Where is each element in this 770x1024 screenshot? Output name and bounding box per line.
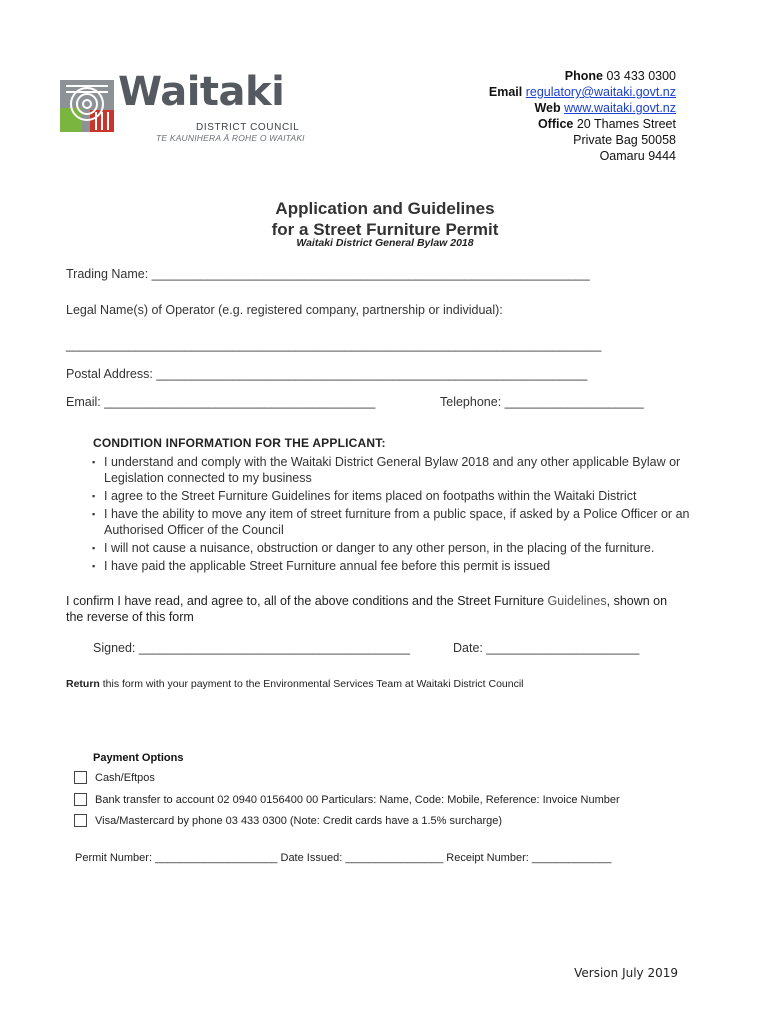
logo-wordmark: Waitaki (118, 69, 285, 115)
conditions-heading: CONDITION INFORMATION FOR THE APPLICANT: (93, 436, 386, 450)
contact-phone: Phone 03 433 0300 (564, 69, 676, 83)
contact-block (489, 68, 676, 164)
condition-item: ▪ I understand and comply with the Waitaki District General Bylaw 2018 and any other applicable Bylaw or Legislation connected to my business (92, 455, 681, 485)
permit-number-field[interactable]: Permit Number: ____________________ (75, 852, 278, 864)
conditions-list (92, 454, 692, 576)
logo-subtitle: DISTRICT COUNCIL (196, 122, 300, 133)
contact-private-bag: Private Bag 50058 (573, 133, 676, 147)
postal-address-field[interactable]: Postal Address: ______________________________________________________________ (66, 367, 588, 381)
contact-web: Web www.waitaki.govt.nz (534, 101, 676, 115)
signature-field[interactable]: Signed: _______________________________________ (93, 641, 410, 655)
date-issued-field[interactable]: Date Issued: ________________ (280, 852, 444, 864)
checkbox[interactable] (74, 771, 87, 784)
condition-item: ▪ I agree to the Street Furniture Guidelines for items placed on footpaths within the Waitaki District (92, 489, 637, 503)
checkbox[interactable] (74, 814, 87, 827)
page-subtitle: Waitaki District General Bylaw 2018 (296, 237, 474, 249)
contact-city: Oamaru 9444 (599, 149, 676, 163)
bullet-icon: ▪ (92, 561, 96, 571)
page-title: Application and Guidelines for a Street Furniture Permit (271, 199, 499, 239)
contact-email: Email regulatory@waitaki.govt.nz (488, 85, 676, 99)
bullet-icon: ▪ (92, 543, 96, 553)
payment-option-bank: Bank transfer to account 02 0940 0156400 00 Particulars: Name, Code: Mobile, Reference: Invoice Number (74, 793, 620, 806)
version-label: Version July 2019 (574, 966, 678, 980)
office-use-line (75, 852, 611, 864)
receipt-number-field[interactable]: Receipt Number: _____________ (446, 852, 612, 864)
payment-option-cash: Cash/Eftpos (74, 771, 155, 784)
return-instructions: Return this form with your payment to the Environmental Services Team at Waitaki District Council (66, 678, 524, 690)
telephone-field[interactable]: Telephone: ____________________ (440, 395, 644, 409)
bullet-icon: ▪ (92, 457, 96, 467)
trading-name-field[interactable]: Trading Name: _______________________________________________________________ (66, 267, 590, 281)
payment-options-heading: Payment Options (93, 752, 184, 764)
logo-maori-subtitle: TE KAUNIHERA Ā ROHE O WAITAKI (156, 133, 305, 143)
email-field[interactable]: Email: _______________________________________ (66, 395, 376, 409)
legal-name-field[interactable]: _____________________________________________________________________________ (66, 338, 602, 352)
council-logo-icon (60, 80, 114, 132)
condition-item: ▪ I have paid the applicable Street Furniture annual fee before this permit is issued (92, 559, 551, 573)
email-link[interactable]: regulatory@waitaki.govt.nz (525, 85, 676, 99)
condition-item: ▪ I have the ability to move any item of street furniture from a public space, if asked by a Police Officer or an Authorised Officer of the Council (92, 507, 690, 537)
checkbox[interactable] (74, 793, 87, 806)
payment-option-card: Visa/Mastercard by phone 03 433 0300 (Note: Credit cards have a 1.5% surcharge) (74, 814, 502, 827)
web-link[interactable]: www.waitaki.govt.nz (564, 101, 676, 115)
date-field[interactable]: Date: ______________________ (453, 641, 640, 655)
bullet-icon: ▪ (92, 509, 96, 519)
bullet-icon: ▪ (92, 491, 96, 501)
legal-name-label: Legal Name(s) of Operator (e.g. registered company, partnership or individual): (66, 303, 503, 317)
condition-item: ▪ I will not cause a nuisance, obstruction or danger to any other person, in the placing of the furniture. (92, 541, 655, 555)
contact-office: Office 20 Thames Street (537, 117, 676, 131)
confirmation-statement: I confirm I have read, and agree to, all of the above conditions and the Street Furniture Guidelines, shown on the reverse of this form (66, 594, 668, 624)
